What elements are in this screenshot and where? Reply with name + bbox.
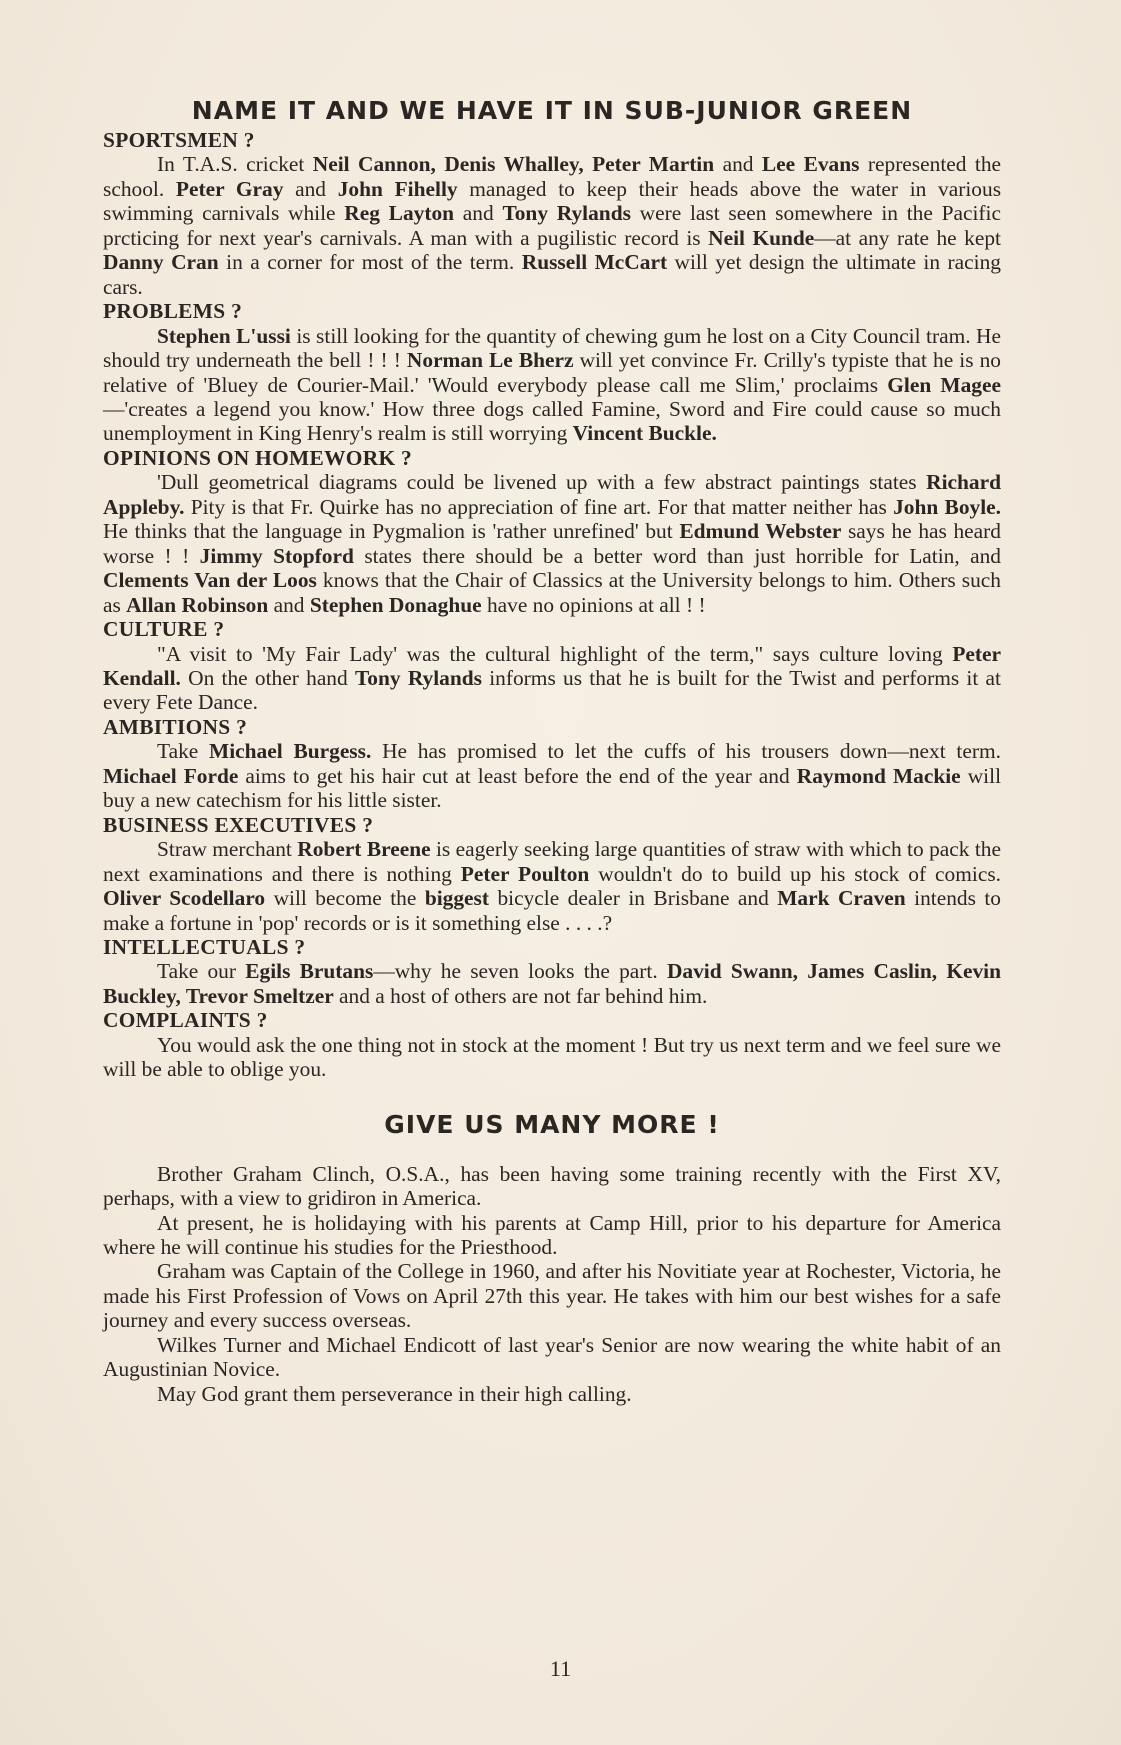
bold-name: David Swann, James Caslin, Kevin Buckley, Trevor Smeltzer xyxy=(103,959,1002,1008)
text-run: and a host of others are not far behind him. xyxy=(333,983,708,1008)
bold-name: Oliver Scodellaro xyxy=(103,886,266,911)
bold-name: Peter Poulton xyxy=(460,861,590,886)
text-run: and xyxy=(714,152,762,177)
text-run: is eagerly seeking large quantities of straw with which to pack the next examinations and there is nothing xyxy=(103,837,1001,886)
bold-name: Egils Brutans xyxy=(245,959,374,984)
text-run: Straw merchant xyxy=(157,837,298,862)
bold-name: Stephen L'ussi xyxy=(157,323,291,348)
bold-name: Reg Layton xyxy=(344,201,455,226)
bold-name: Michael Burgess. xyxy=(209,739,372,764)
article-body xyxy=(103,1162,1001,1407)
text-run: Take xyxy=(157,739,210,764)
section-heading: AMBITIONS ? xyxy=(103,714,248,739)
text-run: were last seen somewhere in the Pacific prcticing for next year's carnivals. A man with a pugilistic record is xyxy=(103,201,1001,250)
text-run: and xyxy=(283,176,338,201)
bold-name: Mark Craven xyxy=(777,886,906,911)
section-heading: CULTURE ? xyxy=(103,617,225,642)
section-paragraph xyxy=(103,642,1001,715)
bold-name: Michael Forde xyxy=(103,763,239,788)
text-run: He thinks that the language in Pygmalion is 'rather unrefined' but xyxy=(103,519,680,544)
text-run: in a corner for most of the term. xyxy=(218,250,522,275)
text-run: —why he seven looks the part. xyxy=(373,959,667,984)
body-paragraph: Brother Graham Clinch, O.S.A., has been having some training recently with the First XV, perhaps, with a view to gridiron in America. xyxy=(103,1161,1001,1211)
section-paragraph xyxy=(103,739,1001,812)
text-run: and xyxy=(268,592,310,617)
text-run: 'Dull geometrical diagrams could be livened up with a few abstract paintings states xyxy=(157,470,927,495)
body-paragraph: Graham was Captain of the College in 1960, and after his Novitiate year at Rochester, Victoria, he made his First Profession of Vows on April 27th this year. He takes with him our best wishes for a safe journey and every success overseas. xyxy=(103,1259,1001,1333)
body-paragraph: May God grant them perseverance in their high calling. xyxy=(157,1381,632,1406)
bold-name: biggest xyxy=(424,886,490,911)
bold-name: Neil Cannon, Denis Whalley, Peter Martin xyxy=(312,152,715,177)
bold-name: Lee Evans xyxy=(761,152,860,177)
bold-name: Edmund Webster xyxy=(679,519,842,544)
section-heading: BUSINESS EXECUTIVES ? xyxy=(103,812,374,837)
section-paragraph xyxy=(103,837,1001,935)
bold-name: Tony Rylands xyxy=(354,665,482,690)
bold-name: John Boyle. xyxy=(893,494,1001,519)
text-run: bicycle dealer in Brisbane and xyxy=(489,886,778,911)
text-run: —'creates a legend you know.' How three dogs called Famine, Sword and Fire could cause so much unemployment in King Henry's realm is still worrying xyxy=(103,396,1001,446)
bold-name: Russell McCart xyxy=(521,250,668,275)
section-paragraph xyxy=(103,470,1001,617)
text-run: On the other hand xyxy=(180,665,355,690)
section-paragraph xyxy=(103,324,1001,446)
section-title: GIVE US MANY MORE ! xyxy=(384,1109,720,1139)
body-paragraph: At present, he is holidaying with his parents at Camp Hill, prior to his departure for America where he will continue his studies for the Priesthood. xyxy=(103,1210,1001,1260)
bold-name: Raymond Mackie xyxy=(796,763,961,788)
text-run: —at any rate he kept xyxy=(814,225,1001,250)
text-run: will yet convince Fr. Crilly's typiste that he is no relative of 'Bluey de Courier-Mail.' 'Would everybody please call me Slim,' proclaims xyxy=(103,348,1001,397)
page-title: NAME IT AND WE HAVE IT IN SUB-JUNIOR GREEN xyxy=(191,96,913,125)
text-run: You would ask the one thing not in stock at the moment ! But try us next term and we feel sure we will be able to oblige you. xyxy=(103,1032,1001,1082)
text-run: have no opinions at all ! ! xyxy=(481,592,706,617)
bold-name: Vincent Buckle. xyxy=(572,421,717,446)
bold-name: Peter Kendall. xyxy=(103,641,1001,690)
text-run: represented the school. xyxy=(103,152,1002,201)
text-run: aims to get his hair cut at least before the end of the year and xyxy=(238,763,797,788)
text-run: will buy a new catechism for his little sister. xyxy=(103,763,1002,813)
text-run: is still looking for the quantity of chewing gum he lost on a City Council tram. He should try underneath the bell ! ! ! xyxy=(103,323,1001,373)
page-content xyxy=(103,94,1001,1406)
section-heading: OPINIONS ON HOMEWORK ? xyxy=(103,445,413,470)
body-paragraph: Wilkes Turner and Michael Endicott of last year's Senior are now wearing the white habit of an Augustinian Novice. xyxy=(103,1332,1001,1382)
bold-name: John Fihelly xyxy=(337,176,458,201)
text-run: states there should be a better word than just horrible for Latin, and xyxy=(353,543,1002,568)
text-run: says he has heard worse ! ! xyxy=(103,519,1001,568)
bold-name: Glen Magee xyxy=(887,372,1001,397)
text-run: will yet design the ultimate in racing cars. xyxy=(103,250,1001,299)
bold-name: Neil Kunde xyxy=(708,225,815,250)
bold-name: Norman Le Bherz xyxy=(406,348,574,373)
text-run: Pity is that Fr. Quirke has no appreciation of fine art. For that matter neither has xyxy=(184,494,894,519)
bold-name: Jimmy Stopford xyxy=(199,543,354,568)
bold-name: Allan Robinson xyxy=(126,592,269,617)
bold-name: Robert Breene xyxy=(297,837,431,862)
text-run: In T.A.S. cricket xyxy=(157,152,313,177)
bold-name: Clements Van der Loos xyxy=(103,568,317,593)
text-run: managed to keep their heads above the water in various swimming carnivals while xyxy=(103,176,1002,226)
text-run: wouldn't do to build up his stock of comics. xyxy=(589,861,1001,886)
bold-name: Peter Gray xyxy=(175,176,284,201)
section-heading: COMPLAINTS ? xyxy=(103,1008,268,1033)
text-run: and xyxy=(454,201,503,226)
section-heading: SPORTSMEN ? xyxy=(103,128,255,152)
bold-name: Danny Cran xyxy=(103,250,219,275)
section-heading: INTELLECTUALS ? xyxy=(103,934,306,959)
section-paragraph xyxy=(103,152,1001,299)
section-heading: PROBLEMS ? xyxy=(103,299,243,324)
text-run: will become the xyxy=(265,886,425,911)
text-run: knows that the Chair of Classics at the University belongs to him. Others such as xyxy=(103,568,1001,617)
sections xyxy=(103,128,1001,1082)
section-paragraph xyxy=(103,959,1001,1008)
bold-name: Tony Rylands xyxy=(502,201,631,226)
bold-name: Richard Appleby. xyxy=(103,470,1001,519)
page-number: 11 xyxy=(549,1656,572,1681)
text-run: He has promised to let the cuffs of his trousers down—next term. xyxy=(371,739,1001,764)
text-run: Take our xyxy=(157,959,246,984)
section-paragraph xyxy=(103,1033,1001,1082)
bold-name: Stephen Donaghue xyxy=(309,592,482,617)
text-run: "A visit to 'My Fair Lady' was the cultural highlight of the term," says culture loving xyxy=(157,641,953,666)
text-run: intends to make a fortune in 'pop' records or is it something else . . . .? xyxy=(103,886,1002,935)
text-run: informs us that he is built for the Twist and performs it at every Fete Dance. xyxy=(103,665,1001,715)
